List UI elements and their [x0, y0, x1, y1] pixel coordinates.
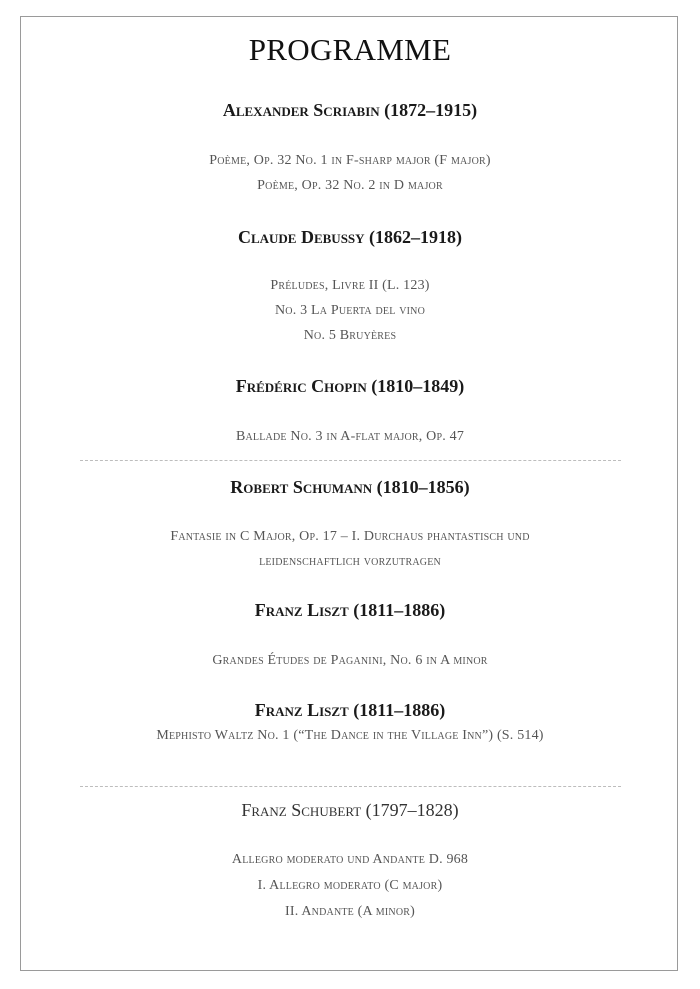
work-liszt-mephisto: Mephisto Waltz No. 1 (“The Dance in the Village Inn”) (S. 514): [156, 728, 544, 743]
work-chopin-1: Ballade No. 3 in A-flat major, Op. 47: [235, 429, 465, 444]
composer-schumann: Robert Schumann (1810–1856): [230, 477, 470, 497]
intermission-divider: [80, 460, 621, 461]
work-schubert-2: I. Allegro moderato (C major): [257, 878, 443, 893]
work-scriabin-1: Poème, Op. 32 No. 1 in F-sharp major (F major): [209, 153, 491, 168]
work-debussy-3: No. 5 Bruyères: [303, 328, 397, 343]
work-schumann-2: leidenschaftlich vorzutragen: [259, 554, 441, 569]
composer-scriabin: Alexander Scriabin (1872–1915): [222, 100, 478, 120]
composer-chopin: Frédéric Chopin (1810–1849): [235, 376, 465, 396]
composer-debussy: Claude Debussy (1862–1918): [237, 227, 463, 247]
work-debussy-2: No. 3 La Puerta del vino: [274, 303, 426, 318]
work-liszt-paganini: Grandes Études de Paganini, No. 6 in A minor: [212, 653, 488, 668]
composer-liszt-2: Franz Liszt (1811–1886): [254, 700, 446, 720]
composer-schubert: Franz Schubert (1797–1828): [241, 800, 459, 820]
work-debussy-1: Préludes, Livre II (L. 123): [270, 278, 430, 293]
programme-title: PROGRAMME: [248, 32, 452, 67]
section-divider: [80, 786, 621, 787]
work-schubert-1: Allegro moderato und Andante D. 968: [231, 852, 469, 867]
work-schubert-3: II. Andante (A minor): [285, 904, 415, 919]
work-scriabin-2: Poème, Op. 32 No. 2 in D major: [257, 178, 443, 193]
composer-liszt-1: Franz Liszt (1811–1886): [254, 600, 446, 620]
work-schumann-1: Fantasie in C Major, Op. 17 – I. Durchaus phantastisch und: [170, 529, 530, 544]
